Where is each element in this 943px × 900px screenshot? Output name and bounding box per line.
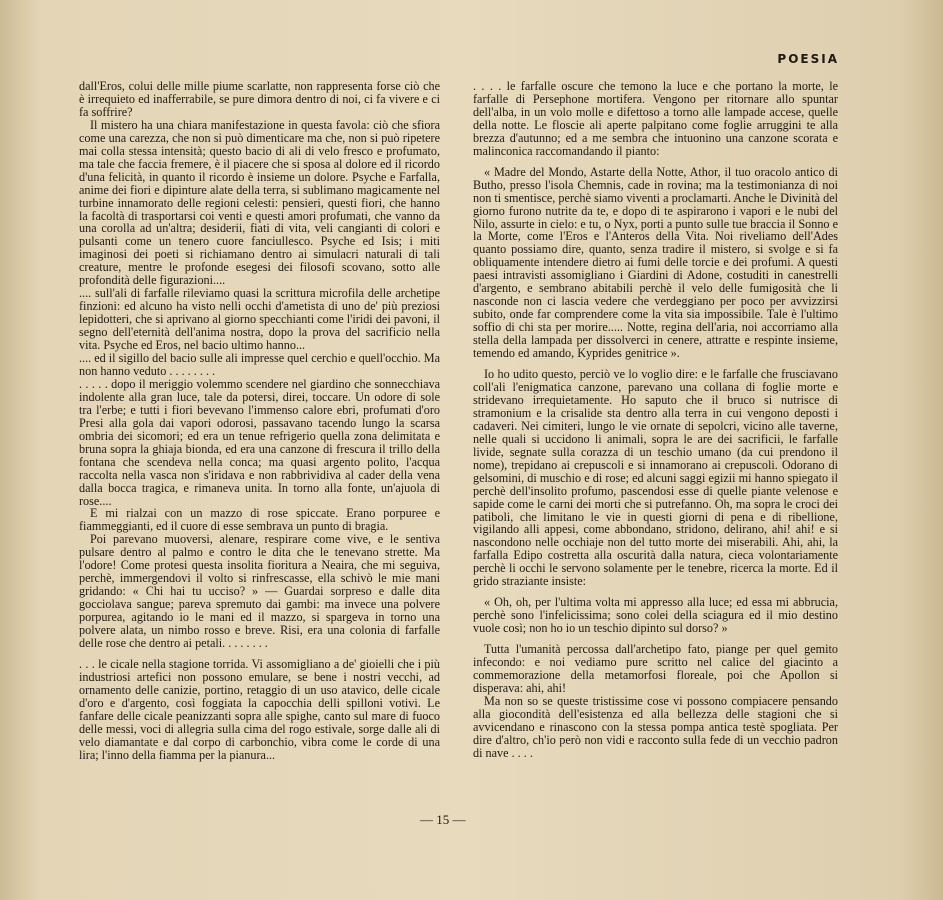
right-column (473, 80, 838, 760)
paragraph: Tutta l'umanità percossa dall'archetipo fato, piange per quel gemito infecondo: e noi vediamo pure scritto nel calice del giacinto a commemorazione della metamorfosi floreale, poi che Apollon si disperava: ahi, ahi! (473, 642, 838, 695)
paragraph: Ma non so se queste tristissime cose vi possono compiacere pensando alla giocondità dell'esistenza ed alla bellezza delle stagioni che si avvicendano e rinascono con la stessa pompa antica testè spogliata. Per dire d'altro, ch'io però non vidi e racconto sulla fede di un vecchio padron di nave . . . . (473, 693, 838, 760)
page-number: — 15 — (420, 812, 466, 827)
paragraph: Poi parevano muoversi, alenare, respirare come vive, e le sentiva pulsare dentro al palmo e contro le dita che le tenevano strette. Ma l'odore! Come protesi questa insolita fioritura a Neaira, che mi seguiva, perchè, immergendovi il volto si rinfrescasse, ella schivò le mie mani gridando: « Chi hai tu ucciso? » — Guardai sorpreso e dalle dita gocciolava sangue; pareva spremuto dai gambi: ma invece una polvere porpurea, agitando io le mani ed il mazzo, si spargeva in torno una polvere alata, un nimbo rosso e breve. Risi, era una colonia di farfalle delle rose che dentro ai petali. . . . . . . . (79, 532, 440, 650)
paragraph: dall'Eros, colui delle mille piume scarlatte, non rappresenta forse ciò che è irrequieto ed inafferrabile, se pure dimora dentro di noi, ci fa vivere e ci fa soffrire? (79, 79, 440, 119)
paragraph: .... sull'ali di farfalle rileviamo quasi la scrittura microfila delle archetipe finzioni: ed alcuno ha visto nelli occhi d'ametista di uno de' più preziosi lepidotteri, che si aprivano al giorno specchianti come l'iridi dei pavoni, il segno dell'eternità dell'anima nostra, dopo la prova del sacrificio nella vita. Psyche ed Eros, nel bacio ultimo hanno... (79, 286, 440, 353)
paragraph: . . . . . dopo il meriggio volemmo scendere nel giardino che sonnecchiava indolente alla gran luce, tale da potersi, direi, toccare. Un odore di sole tra l'erbe; e tutti i fiori bevevano l'immenso calore ebri, profumati d'oro Presi alla gola dai vapori odorosi, passavano tacendo lungo la scarsa ombria dei sicomori; ed era un tenue refrigerio quella zona delimitata e bruna sopra la ghiaja bionda, ed era una canzone di frescura il trillo della fontana che scendeva nella conca; ma quasi argento polito, l'acqua raccolta nella vasca non s'iridava e non rabbrividiva al cader della vena dalla bocca tragica, e rimaneva unita. In torno alla fonte, un'ajuola di rose.... (79, 376, 440, 508)
quoted-invocation: « Madre del Mondo, Astarte della Notte, Athor, il tuo oracolo antico di Butho, presso l'isola Chemnis, cade in rovina; ma la testimonianza di noi non ti smentisce, perchè siamo viventi a proclamarti. Anche le Divinità del giorno furono nutrite da te, e dopo di te aspirarono i vapori e le nubi del Nilo, assurte in cielo: e tu, o Nyx, porti a punto sulle tue braccia il Sonno e la Morte, come l'Eros e l'Anteros della Vita. Noi riveliamo dell'Ades quanto possiamo dire, quanto, senza tradire il mistero, si svolge e si fa obliquamente intendere dietro ai fumi delle torcie e dei profumi. A questi paesi intravisti assomigliano i Giardini di Adone, costuditi in canestrelli d'argento, e sembrano abitabili perchè il velo delle fumigosità che li nasconde non ci lascia vedere che verdeggiano per poco per avvizzirsi subito, onde far comprendere come la vita sia impossibile. Tale è l'ultimo soffio di chi sta per morire..... Notte, regina dell'aria, noi accorriamo alla stella della lampada per dissolverci in cenere, attratte e respinte insieme, temendo ed amando, Kyprides genitrice ». (473, 164, 838, 361)
paragraph: E mi rialzai con un mazzo di rose spiccate. Erano porpuree e fiammeggianti, ed il cuore di esse sembrava un punto di bragia. (79, 506, 440, 534)
running-header: POESIA (777, 52, 839, 66)
quoted-cry: « Oh, oh, per l'ultima volta mi appresso alla luce; ed essa mi abbrucia, perchè sono l'infelicissima; sono colei della sciagura ed il mio destino vuole così; non ho io un teschio dipinto sul dorso? » (473, 595, 838, 636)
paragraph: Il mistero ha una chiara manifestazione in questa favola: ciò che sfiora come una carezza, che non si può dimenticare ma che, non si può ripetere mai colla stessa intensità; questo bacio di ali di velo fresco e profumato, ma tale che faccia fremere, è il piacere che si sposa al dolore ed il ricordo d'una felicità, in quanto il ricordo è insieme un dolore. Psyche e Farfalla, anime dei fiori e dipinture alate della terra, si sublimano magicamente nel turbine innamorato delle regioni celesti: pensieri, questi fiori, che hanno la facoltà di trasportarsi coi venti e questi amori profumati, che vanno da una corolla ad un'altra; desiderii, fiati di vita, veli cangianti di colori e pulsanti come un tenero cuore fanciullesco. Psyche ed Isis; i miti imaginosi dei poeti si richiamano dentro ai simulacri naturali di tali creature, mentre le profonde esegesi dei filosofi scovano, sotto alle profondità delle figurazioni.... (79, 117, 440, 288)
paragraph: .... ed il sigillo del bacio sulle ali impresse quel cerchio e quell'occhio. Ma non hanno veduto . . . . . . . . (79, 351, 440, 378)
paragraph: . . . . le farfalle oscure che temono la luce e che portano la morte, le farfalle di Persephone mortifera. Vengono per ritornare allo spuntar dell'alba, in un volo molle e difettoso a torno alle lampade accese, quelle della notte. Le floscie ali aperte palpitano come foglie arruggini te alla brezza d'autunno; ed a me sembra che intuonino una canzone scorata e malinconica raccomandando il pianto: (473, 79, 838, 158)
paragraph: Io ho udito questo, perciò ve lo voglio dire: e le farfalle che frusciavano coll'ali l'enigmatica canzone, parevano una collana di foglie morte e stridevano irrequietamente. Ho saputo che il bruco si nutrisce di stramonium e la crisalide sta dentro alla terra in cui vengono deposti i cadaveri. Nei cimiteri, lungo le vie ornate di sepolcri, vicino alle taverne, nelle quali si uccidono li animali, sopra le are dei sacrificii, le farfalle livide, segnate sulla corazza di un teschio umano (da cui prendono il nome), trepidano ai crepuscoli e si innamorano ai crepuscoli. Odorano di gelsomini, di muschio e di rose; ed alcuni saggi egizii mi hanno spiegato il perchè dell'insolito profumo, pascendosi esse di quelle piante velenose e sapide come le carni dei morti che si putrefanno. Oh, ma sopra le croci dei patiboli, che limitano le vie in questi giorni di pena e di ribellione, vigilando alli appesi, come abbondano, stridono, delirano, ahi! ahi! e si nascondono nelle occhiaje non del tutto morte dei miserabili. Ahi, ahi, la farfalla Edipo costretta alla oscurità dalla natura, cieca volontariamente perchè li occhi le servono solamente per le tenebre, ricerca la morte. Ed il grido straziante insiste: (473, 367, 838, 589)
paragraph: . . . le cicale nella stagione torrida. Vi assomigliano a de' gioielli che i più industriosi artefici non possono emulare, se bene i nostri vecchi, ad ornamento delle canizie, portino, retaggio di un uso atavico, delle cicale d'oro e d'argento, così foggiata la capocchia delli spilloni votivi. Le fanfare delle cicale peanizzanti sopra alle spighe, canto sul mare di fuoco delle messi, voci di allegria sulla cima del rogo estivale, sorge dalle ali di velo diamantate e dal corpo di carbonchio, vibra come le corde di una lira; l'inno della fiamma per la pianura... (79, 656, 440, 762)
left-column (79, 80, 440, 762)
